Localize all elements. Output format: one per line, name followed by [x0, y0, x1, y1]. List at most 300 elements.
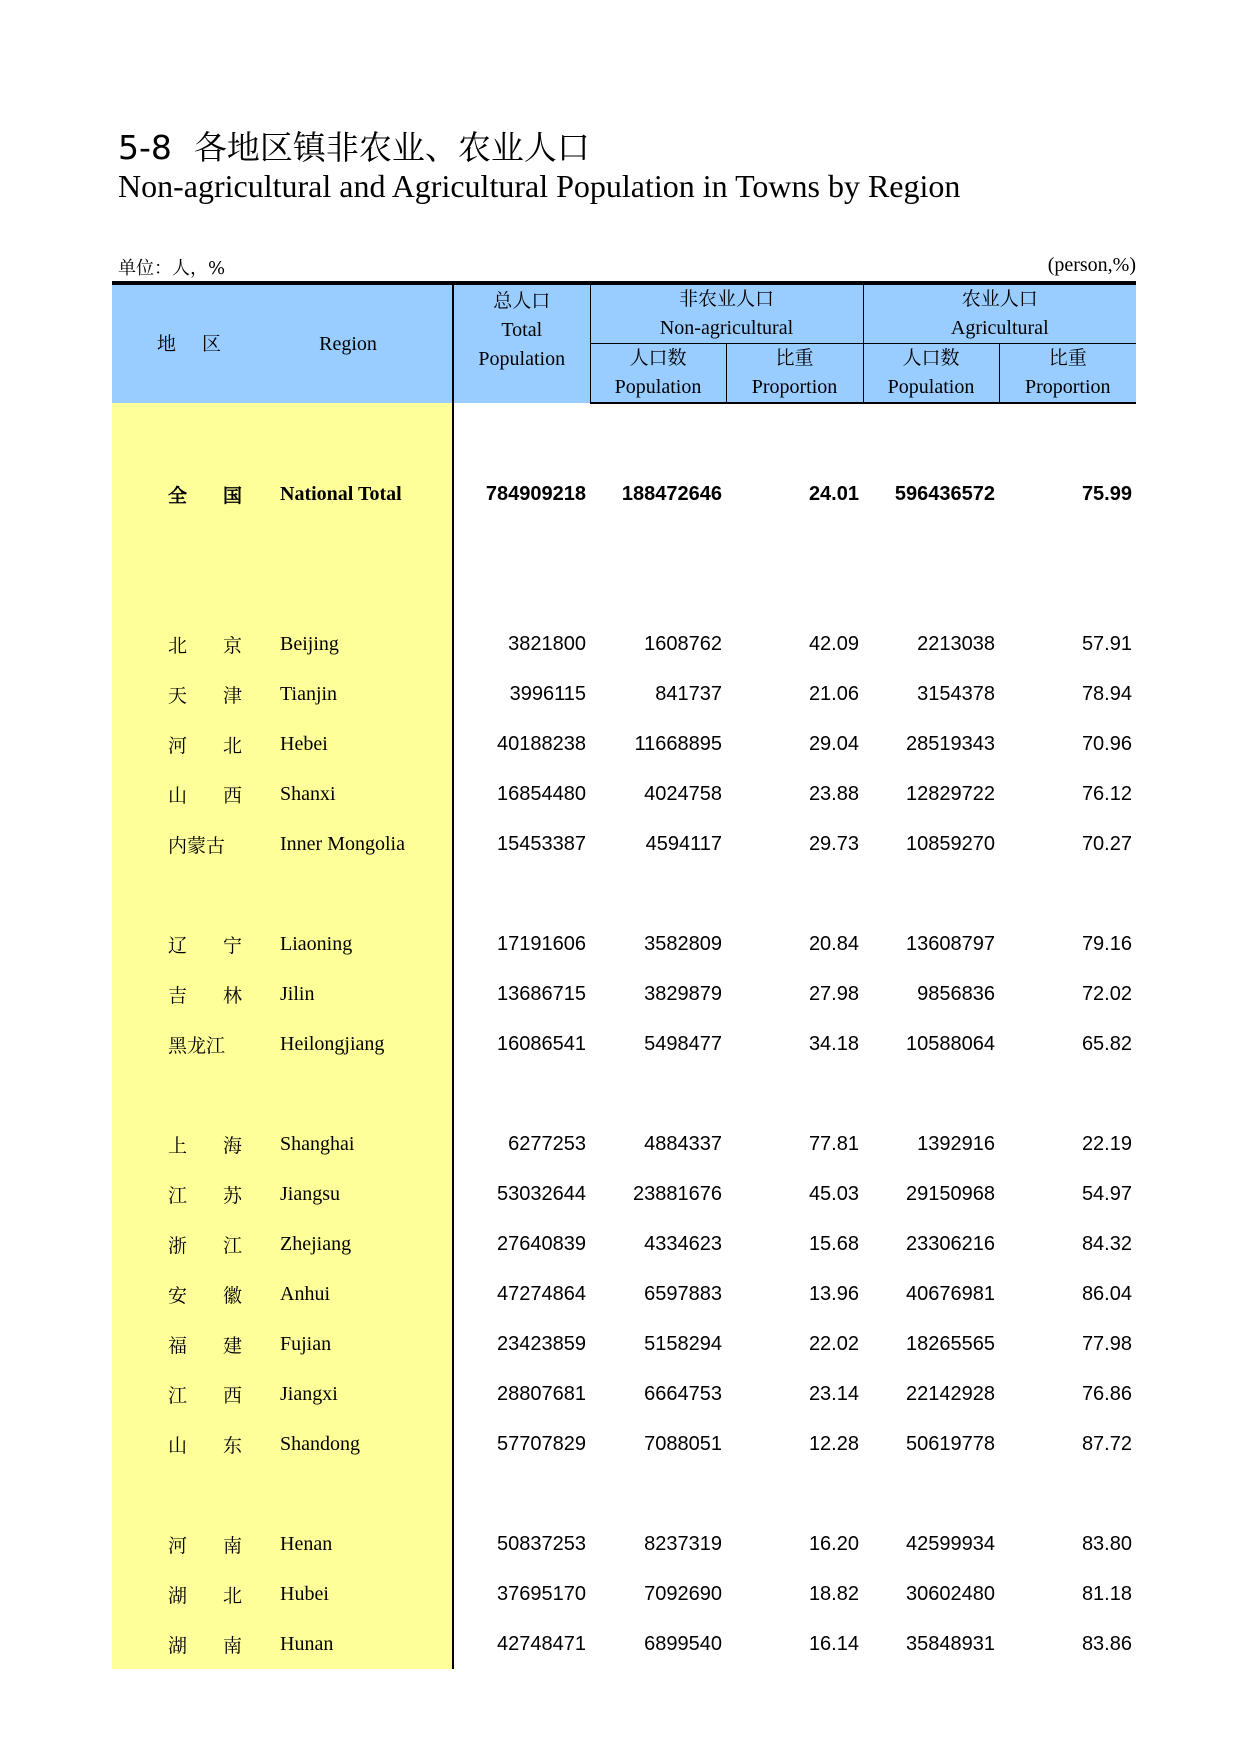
- region-cell-empty: [112, 569, 453, 619]
- nonag-header-cn: 非农业人口: [678, 288, 774, 310]
- region-name-en: Inner Mongolia: [280, 832, 405, 855]
- region-name-en: Shanghai: [280, 1132, 355, 1155]
- ag-proportion-cell: 70.96: [1081, 732, 1132, 755]
- empty-cell: [863, 1469, 999, 1519]
- region-name-cn: [168, 1131, 242, 1158]
- table-row: [112, 1519, 1136, 1569]
- region-cell: [112, 1219, 453, 1269]
- total-population-cell: 6277253: [508, 1132, 586, 1155]
- sub-header-cn: 人口数: [902, 347, 960, 369]
- empty-cell: [590, 869, 726, 919]
- region-char: 宁: [222, 934, 242, 957]
- nonag-population-cell: 5498477: [644, 1032, 722, 1055]
- table-row: [112, 1569, 1136, 1619]
- nonag-population-cell: 8237319: [644, 1532, 722, 1555]
- region-name-cn: [168, 1181, 242, 1208]
- nonag-population-cell: 6664753: [644, 1382, 722, 1405]
- empty-cell: [999, 569, 1136, 619]
- spacer-row: [112, 419, 1136, 469]
- empty-cell: [999, 1469, 1136, 1519]
- region-char: 湖: [168, 1634, 188, 1657]
- nonag-proportion-cell: 16.14: [808, 1632, 859, 1655]
- region-wrap: [112, 1631, 452, 1658]
- title-chinese-text: 各地区镇非农业、农业人口: [193, 128, 590, 167]
- region-char: 山: [168, 784, 188, 807]
- region-name-cn: [168, 731, 242, 758]
- region-char: 徽: [222, 1284, 242, 1307]
- empty-cell: [999, 419, 1136, 469]
- ag-proportion-cell: 54.97: [1081, 1182, 1132, 1205]
- region-header: [112, 283, 453, 403]
- region-name-en: Jiangsu: [280, 1182, 340, 1205]
- region-name-en: Zhejiang: [280, 1232, 352, 1255]
- ag-population-cell: 12829722: [906, 782, 995, 805]
- ag-proportion-cell: 78.94: [1081, 682, 1132, 705]
- region-char: 林: [222, 984, 242, 1007]
- region-cell: [112, 1319, 453, 1369]
- total-population-cell: 50837253: [497, 1532, 586, 1555]
- region-name-en: Hebei: [280, 732, 328, 755]
- nonag-population-cell: 6899540: [644, 1632, 722, 1655]
- empty-cell: [726, 403, 863, 419]
- region-wrap: [112, 1431, 452, 1458]
- region-wrap: [112, 631, 452, 658]
- region-name-en: Anhui: [280, 1282, 330, 1305]
- empty-cell: [726, 519, 863, 569]
- spacer-row: [112, 569, 1136, 619]
- nonag-proportion-cell: 12.28: [808, 1432, 859, 1455]
- nonag-proportion-cell: 77.81: [808, 1132, 859, 1155]
- nonag-population-cell: 4334623: [644, 1232, 722, 1255]
- region-cell: [112, 1269, 453, 1319]
- region-cell: [112, 1169, 453, 1219]
- ag-proportion-cell: 76.12: [1081, 782, 1132, 805]
- nonag-population-cell: 188472646: [621, 482, 722, 505]
- sub-header-cn: 人口数: [629, 347, 687, 369]
- total-population-cell: 42748471: [497, 1632, 586, 1655]
- region-name-en: Hunan: [280, 1632, 334, 1655]
- region-char: 全: [168, 484, 188, 507]
- total-population-cell: 784909218: [485, 482, 586, 505]
- nonagricultural-header: [590, 283, 863, 344]
- region-name-cn: [168, 981, 242, 1008]
- empty-cell: [999, 403, 1136, 419]
- region-wrap: [112, 1581, 452, 1608]
- region-cell: [112, 1569, 453, 1619]
- nonag-proportion-cell: 27.98: [808, 982, 859, 1005]
- region-char: 湖: [168, 1584, 188, 1607]
- empty-cell: [453, 1469, 590, 1519]
- empty-cell: [726, 419, 863, 469]
- total-population-cell: 40188238: [497, 732, 586, 755]
- region-char: 海: [222, 1134, 242, 1157]
- ag-population-cell: 596436572: [894, 482, 995, 505]
- nonag-population-cell: 7092690: [644, 1582, 722, 1605]
- ag-header-en: Agricultural: [950, 317, 1049, 339]
- spacer-row: [112, 869, 1136, 919]
- ag-proportion-cell: 72.02: [1081, 982, 1132, 1005]
- region-char: 西: [222, 1384, 242, 1407]
- region-cell: [112, 719, 453, 769]
- unit-chinese: 单位：人，%: [118, 258, 226, 279]
- region-wrap: [112, 731, 452, 758]
- ag-population-cell: 18265565: [906, 1332, 995, 1355]
- ag-population-cell: 13608797: [906, 932, 995, 955]
- empty-cell: [863, 869, 999, 919]
- region-wrap: [112, 1231, 452, 1258]
- ag-proportion-cell: 75.99: [1081, 482, 1132, 505]
- national-total-row: [112, 469, 1136, 519]
- region-char: 南: [222, 1534, 242, 1557]
- region-name-en: National Total: [280, 482, 402, 505]
- table-row: [112, 1269, 1136, 1319]
- empty-cell: [726, 1069, 863, 1119]
- empty-cell: [999, 1069, 1136, 1119]
- table-row: [112, 1419, 1136, 1469]
- total-population-cell: 53032644: [497, 1182, 586, 1205]
- region-name-cn: [168, 1031, 242, 1058]
- region-cell: [112, 769, 453, 819]
- empty-cell: [863, 519, 999, 569]
- ag-proportion-cell: 70.27: [1081, 832, 1132, 855]
- ag-proportion-cell: 83.80: [1081, 1532, 1132, 1555]
- ag-population-cell: 2213038: [917, 632, 995, 655]
- empty-cell: [590, 403, 726, 419]
- empty-cell: [863, 1069, 999, 1119]
- total-header-en1: Total: [501, 319, 543, 341]
- ag-proportion-cell: 76.86: [1081, 1382, 1132, 1405]
- table-body: [112, 403, 1136, 1669]
- region-char: 北: [222, 734, 242, 757]
- region-char: 辽: [168, 934, 188, 957]
- total-population-cell: 37695170: [497, 1582, 586, 1605]
- region-name-cn: [168, 1231, 242, 1258]
- region-cell: [112, 1369, 453, 1419]
- empty-cell: [863, 419, 999, 469]
- spacer-row: [112, 1469, 1136, 1519]
- nonag-proportion-cell: 24.01: [808, 482, 859, 505]
- ag-population-cell: 1392916: [917, 1132, 995, 1155]
- region-char: 北: [222, 1584, 242, 1607]
- total-population-cell: 3821800: [508, 632, 586, 655]
- nonag-population-cell: 1608762: [644, 632, 722, 655]
- empty-cell: [726, 1469, 863, 1519]
- nonag-proportion-cell: 42.09: [808, 632, 859, 655]
- table-row: [112, 669, 1136, 719]
- ag-population-cell: 3154378: [917, 682, 995, 705]
- empty-cell: [590, 569, 726, 619]
- total-population-cell: 15453387: [497, 832, 586, 855]
- table-row: [112, 1319, 1136, 1369]
- region-name-cn: [168, 631, 242, 658]
- region-name-cn: [168, 481, 242, 508]
- region-wrap: [112, 1381, 452, 1408]
- region-char: 津: [222, 684, 242, 707]
- spacer-row: [112, 403, 1136, 419]
- region-name-cn: [168, 1381, 242, 1408]
- nonag-population-cell: 7088051: [644, 1432, 722, 1455]
- region-name-cn: [168, 831, 242, 858]
- nonag-proportion-cell: 29.73: [808, 832, 859, 855]
- unit-english: (person,%): [1047, 254, 1136, 276]
- region-char: 河: [168, 734, 188, 757]
- region-name-cn: [168, 681, 242, 708]
- total-header-cn: 总人口: [493, 290, 551, 312]
- nonag-population-cell: 3582809: [644, 932, 722, 955]
- region-name-en: Shandong: [280, 1432, 360, 1455]
- table-row: [112, 1119, 1136, 1169]
- nonag-proportion-header: [726, 344, 863, 404]
- region-char: 江: [168, 1184, 188, 1207]
- total-population-cell: 17191606: [497, 932, 586, 955]
- region-cell-empty: [112, 869, 453, 919]
- region-char: 山: [168, 1434, 188, 1457]
- region-cell-empty: [112, 1069, 453, 1119]
- region-wrap: [112, 981, 452, 1008]
- empty-cell: [863, 569, 999, 619]
- region-char: 江: [222, 1234, 242, 1257]
- region-cell-empty: [112, 403, 453, 419]
- ag-population-cell: 29150968: [906, 1182, 995, 1205]
- ag-population-cell: 28519343: [906, 732, 995, 755]
- region-cell-empty: [112, 419, 453, 469]
- table-row: [112, 1019, 1136, 1069]
- region-char: 京: [222, 634, 242, 657]
- region-name-en: Henan: [280, 1532, 333, 1555]
- empty-cell: [453, 519, 590, 569]
- title-chinese: [118, 122, 590, 169]
- region-name-cn: [168, 931, 242, 958]
- ag-header-cn: 农业人口: [961, 288, 1038, 310]
- region-wrap: [112, 1181, 452, 1208]
- ag-population-cell: 50619778: [906, 1432, 995, 1455]
- sub-header-cn: 比重: [1048, 347, 1087, 369]
- nonag-population-header: [590, 344, 726, 404]
- nonag-proportion-cell: 45.03: [808, 1182, 859, 1205]
- nonag-proportion-cell: 20.84: [808, 932, 859, 955]
- region-char: 安: [168, 1284, 188, 1307]
- table-row: [112, 1619, 1136, 1669]
- ag-population-header: [863, 344, 999, 404]
- region-char: 内蒙古: [168, 834, 226, 857]
- region-char: 建: [222, 1334, 242, 1357]
- nonag-proportion-cell: 16.20: [808, 1532, 859, 1555]
- region-name-en: Jiangxi: [280, 1382, 338, 1405]
- region-char: 江: [168, 1384, 188, 1407]
- region-header-en: Region: [319, 332, 377, 355]
- region-wrap: [112, 1331, 452, 1358]
- region-name-en: Tianjin: [280, 682, 338, 705]
- region-char: 上: [168, 1134, 188, 1157]
- region-char: 国: [222, 484, 242, 507]
- ag-proportion-cell: 22.19: [1081, 1132, 1132, 1155]
- nonag-proportion-cell: 29.04: [808, 732, 859, 755]
- table-row: [112, 1219, 1136, 1269]
- ag-proportion-cell: 57.91: [1081, 632, 1132, 655]
- nonag-population-cell: 23881676: [633, 1182, 722, 1205]
- empty-cell: [726, 569, 863, 619]
- region-cell-empty: [112, 519, 453, 569]
- total-population-cell: 3996115: [509, 682, 586, 705]
- empty-cell: [453, 869, 590, 919]
- ag-population-cell: 22142928: [906, 1382, 995, 1405]
- sub-header-en: Population: [614, 376, 702, 398]
- nonag-proportion-cell: 13.96: [808, 1282, 859, 1305]
- population-table: [112, 281, 1136, 1669]
- table-header: [112, 283, 1136, 403]
- region-wrap: [112, 681, 452, 708]
- region-char: 北: [168, 634, 188, 657]
- empty-cell: [999, 519, 1136, 569]
- ag-population-cell: 10859270: [906, 832, 995, 855]
- region-char: 浙: [168, 1234, 188, 1257]
- region-name-cn: [168, 1281, 242, 1308]
- nonag-population-cell: 4594117: [645, 832, 722, 855]
- total-population-cell: 23423859: [497, 1332, 586, 1355]
- ag-proportion-cell: 65.82: [1081, 1032, 1132, 1055]
- region-wrap: [112, 1131, 452, 1158]
- sub-header-en: Population: [887, 376, 975, 398]
- table-row: [112, 819, 1136, 869]
- total-population-cell: 16854480: [497, 782, 586, 805]
- region-cell: [112, 819, 453, 869]
- ag-population-cell: 9856836: [917, 982, 995, 1005]
- ag-proportion-cell: 83.86: [1081, 1632, 1132, 1655]
- region-wrap: [112, 831, 452, 858]
- ag-proportion-cell: 81.18: [1081, 1582, 1132, 1605]
- region-wrap: [112, 781, 452, 808]
- region-name-cn: [168, 1531, 242, 1558]
- empty-cell: [453, 569, 590, 619]
- region-name-en: Shanxi: [280, 782, 336, 805]
- title-english: Non-agricultural and Agricultural Population in Towns by Region: [118, 168, 961, 204]
- region-name-en: Fujian: [280, 1332, 332, 1355]
- region-char: 西: [222, 784, 242, 807]
- region-char: 福: [168, 1334, 188, 1357]
- empty-cell: [590, 1069, 726, 1119]
- table-row: [112, 919, 1136, 969]
- total-population-cell: 57707829: [497, 1432, 586, 1455]
- total-population-cell: 28807681: [497, 1382, 586, 1405]
- region-char: 吉: [168, 984, 188, 1007]
- ag-population-cell: 23306216: [906, 1232, 995, 1255]
- region-name-en: Heilongjiang: [280, 1032, 385, 1055]
- empty-cell: [863, 403, 999, 419]
- region-wrap: [112, 931, 452, 958]
- table-row: [112, 969, 1136, 1019]
- nonag-proportion-cell: 23.14: [808, 1382, 859, 1405]
- region-name-cn: [168, 1581, 242, 1608]
- empty-cell: [453, 1069, 590, 1119]
- total-population-cell: 27640839: [497, 1232, 586, 1255]
- empty-cell: [590, 519, 726, 569]
- region-wrap: [112, 481, 452, 508]
- nonag-population-cell: 4884337: [644, 1132, 722, 1155]
- total-population-cell: 16086541: [497, 1032, 586, 1055]
- sub-header-en: Proportion: [1024, 376, 1111, 398]
- region-name-en: Beijing: [280, 632, 339, 655]
- region-cell: [112, 469, 453, 519]
- nonag-population-cell: 5158294: [644, 1332, 722, 1355]
- nonag-population-cell: 841737: [655, 682, 722, 705]
- table-number: 5-8: [118, 128, 172, 167]
- total-population-cell: 47274864: [497, 1282, 586, 1305]
- region-header-cn: 地 区: [156, 332, 232, 355]
- ag-population-cell: 35848931: [906, 1632, 995, 1655]
- nonag-population-cell: 3829879: [644, 982, 722, 1005]
- spacer-row: [112, 1069, 1136, 1119]
- table-row: [112, 719, 1136, 769]
- total-population-header: [453, 283, 590, 403]
- region-cell: [112, 1619, 453, 1669]
- table-row: [112, 1369, 1136, 1419]
- empty-cell: [453, 403, 590, 419]
- nonag-proportion-cell: 15.68: [808, 1232, 859, 1255]
- region-cell: [112, 1019, 453, 1069]
- nonag-population-cell: 11668895: [634, 732, 722, 755]
- ag-proportion-cell: 86.04: [1081, 1282, 1132, 1305]
- ag-population-cell: 10588064: [906, 1032, 995, 1055]
- ag-proportion-header: [999, 344, 1136, 404]
- nonag-proportion-cell: 22.02: [808, 1332, 859, 1355]
- agricultural-header: [863, 283, 1136, 344]
- ag-proportion-cell: 84.32: [1081, 1232, 1132, 1255]
- region-name-cn: [168, 1631, 242, 1658]
- empty-cell: [999, 869, 1136, 919]
- region-cell: [112, 619, 453, 669]
- region-cell: [112, 1519, 453, 1569]
- empty-cell: [726, 869, 863, 919]
- empty-cell: [590, 419, 726, 469]
- total-header-en2: Population: [478, 348, 566, 370]
- nonag-population-cell: 4024758: [644, 782, 722, 805]
- ag-proportion-cell: 79.16: [1081, 932, 1132, 955]
- region-wrap: [112, 1281, 452, 1308]
- table-row: [112, 619, 1136, 669]
- region-cell: [112, 1419, 453, 1469]
- nonag-population-cell: 6597883: [644, 1282, 722, 1305]
- nonag-proportion-cell: 23.88: [808, 782, 859, 805]
- region-wrap: [112, 1531, 452, 1558]
- ag-population-cell: 30602480: [906, 1582, 995, 1605]
- region-cell: [112, 669, 453, 719]
- nonag-proportion-cell: 21.06: [808, 682, 859, 705]
- region-char: 东: [222, 1434, 242, 1457]
- region-wrap: [112, 1031, 452, 1058]
- region-char: 河: [168, 1534, 188, 1557]
- nonag-header-en: Non-agricultural: [659, 317, 794, 339]
- region-char: 黑龙江: [168, 1034, 226, 1057]
- region-name-cn: [168, 1431, 242, 1458]
- nonag-proportion-cell: 18.82: [808, 1582, 859, 1605]
- region-char: 南: [222, 1634, 242, 1657]
- region-name-en: Liaoning: [280, 932, 353, 955]
- ag-population-cell: 40676981: [906, 1282, 995, 1305]
- ag-proportion-cell: 77.98: [1081, 1332, 1132, 1355]
- region-name-en: Hubei: [280, 1582, 329, 1605]
- region-name-en: Jilin: [280, 982, 315, 1005]
- region-cell-empty: [112, 1469, 453, 1519]
- nonag-proportion-cell: 34.18: [808, 1032, 859, 1055]
- spacer-row: [112, 519, 1136, 569]
- table-row: [112, 1169, 1136, 1219]
- ag-proportion-cell: 87.72: [1081, 1432, 1132, 1455]
- region-cell: [112, 969, 453, 1019]
- empty-cell: [590, 1469, 726, 1519]
- region-cell: [112, 1119, 453, 1169]
- region-cell: [112, 919, 453, 969]
- region-char: 苏: [222, 1184, 242, 1207]
